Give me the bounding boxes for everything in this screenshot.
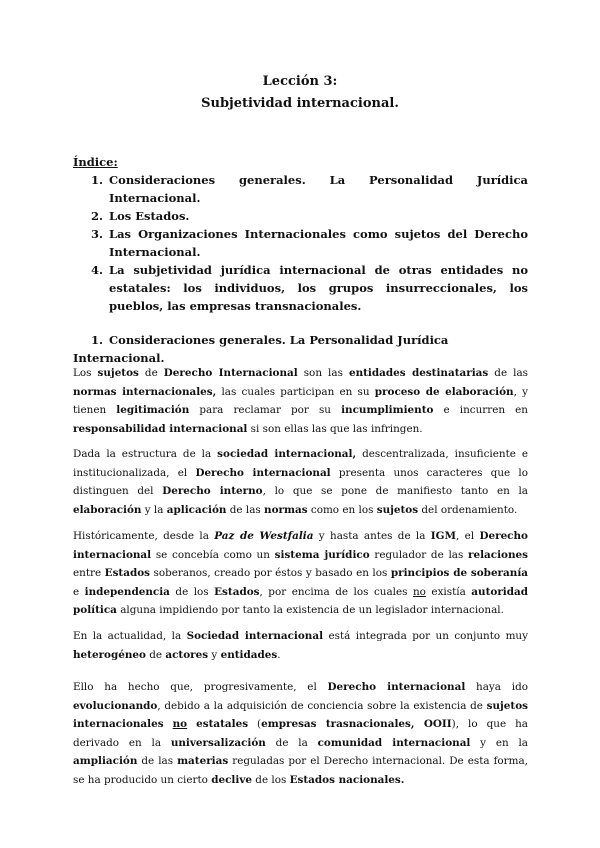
index-item	[73, 261, 528, 315]
index-item-text: La subjetividad jurídica internacional de otras entidades no estatales: los individuos, los grupos insurreccionales, los pueblos, las empresas transnacionales.	[109, 263, 528, 313]
index-heading	[73, 155, 118, 169]
lesson-number: Lección 3:	[262, 74, 338, 89]
index-item	[73, 225, 528, 261]
index-item	[73, 207, 528, 225]
index-item-number: 4.	[91, 263, 104, 277]
index-item	[73, 171, 528, 207]
index-list	[73, 171, 528, 315]
index-item-number: 2.	[91, 209, 104, 223]
index-item-text: Las Organizaciones Internacionales como sujetos del Derecho Internacional.	[109, 227, 528, 259]
paragraph-structure: Dada la estructura de la sociedad internacional, descentralizada, insuficiente e institucionalizada, el Derecho internacional presenta unos caracteres que lo distinguen del Derecho interno, lo que se pone de manifiesto tanto en la elaboración y la aplicación de las normas como en los sujetos del ordenamiento.	[73, 448, 529, 516]
index-heading-text: Índice	[73, 155, 114, 169]
section-number: 1.	[91, 333, 104, 347]
section-heading-text: Consideraciones generales. La Personalidad Jurídica Internacional.	[73, 333, 449, 365]
paragraph-subjects: Los sujetos de Derecho Internacional son las entidades destinatarias de las normas internacionales, las cuales participan en su proceso de elaboración, y tienen legitimación para reclamar por su incumplimiento e incurren en responsabilidad internacional si son ellas las que las infringen.	[73, 367, 528, 435]
index-item-number: 3.	[91, 227, 104, 241]
paragraph-current: En la actualidad, la Sociedad internacional está integrada por un conjunto muy heterogéneo de actores y entidades.	[73, 630, 528, 661]
lesson-title: Subjetividad internacional.	[201, 96, 399, 111]
section-heading	[73, 331, 528, 367]
paragraph-history: Históricamente, desde la Paz de Westfalia y hasta antes de la IGM, el Derecho internacional se concebía como un sistema jurídico regulador de las relaciones entre Estados soberanos, creado por éstos y basado en los principios de soberanía e independencia de los Estados, por encima de los cuales no existía autoridad política alguna impidiendo por tanto la existencia de un legislador internacional.	[73, 530, 529, 616]
index-heading-colon: :	[113, 155, 118, 169]
index-item-number: 1.	[91, 173, 104, 187]
index-item-text: Consideraciones generales. La Personalidad Jurídica Internacional.	[109, 173, 528, 205]
paragraph-evolution: Ello ha hecho que, progresivamente, el Derecho internacional haya ido evolucionando, debido a la adquisición de conciencia sobre la existencia de sujetos internacionales no estatales (empresas trasnacionales, OOII), lo que ha derivado en la universalización de la comunidad internacional y en la ampliación de las materias reguladas por el Derecho internacional. De esta forma, se ha producido un cierto declive de los Estados nacionales.	[73, 681, 529, 786]
index-item-text: Los Estados.	[109, 209, 190, 223]
